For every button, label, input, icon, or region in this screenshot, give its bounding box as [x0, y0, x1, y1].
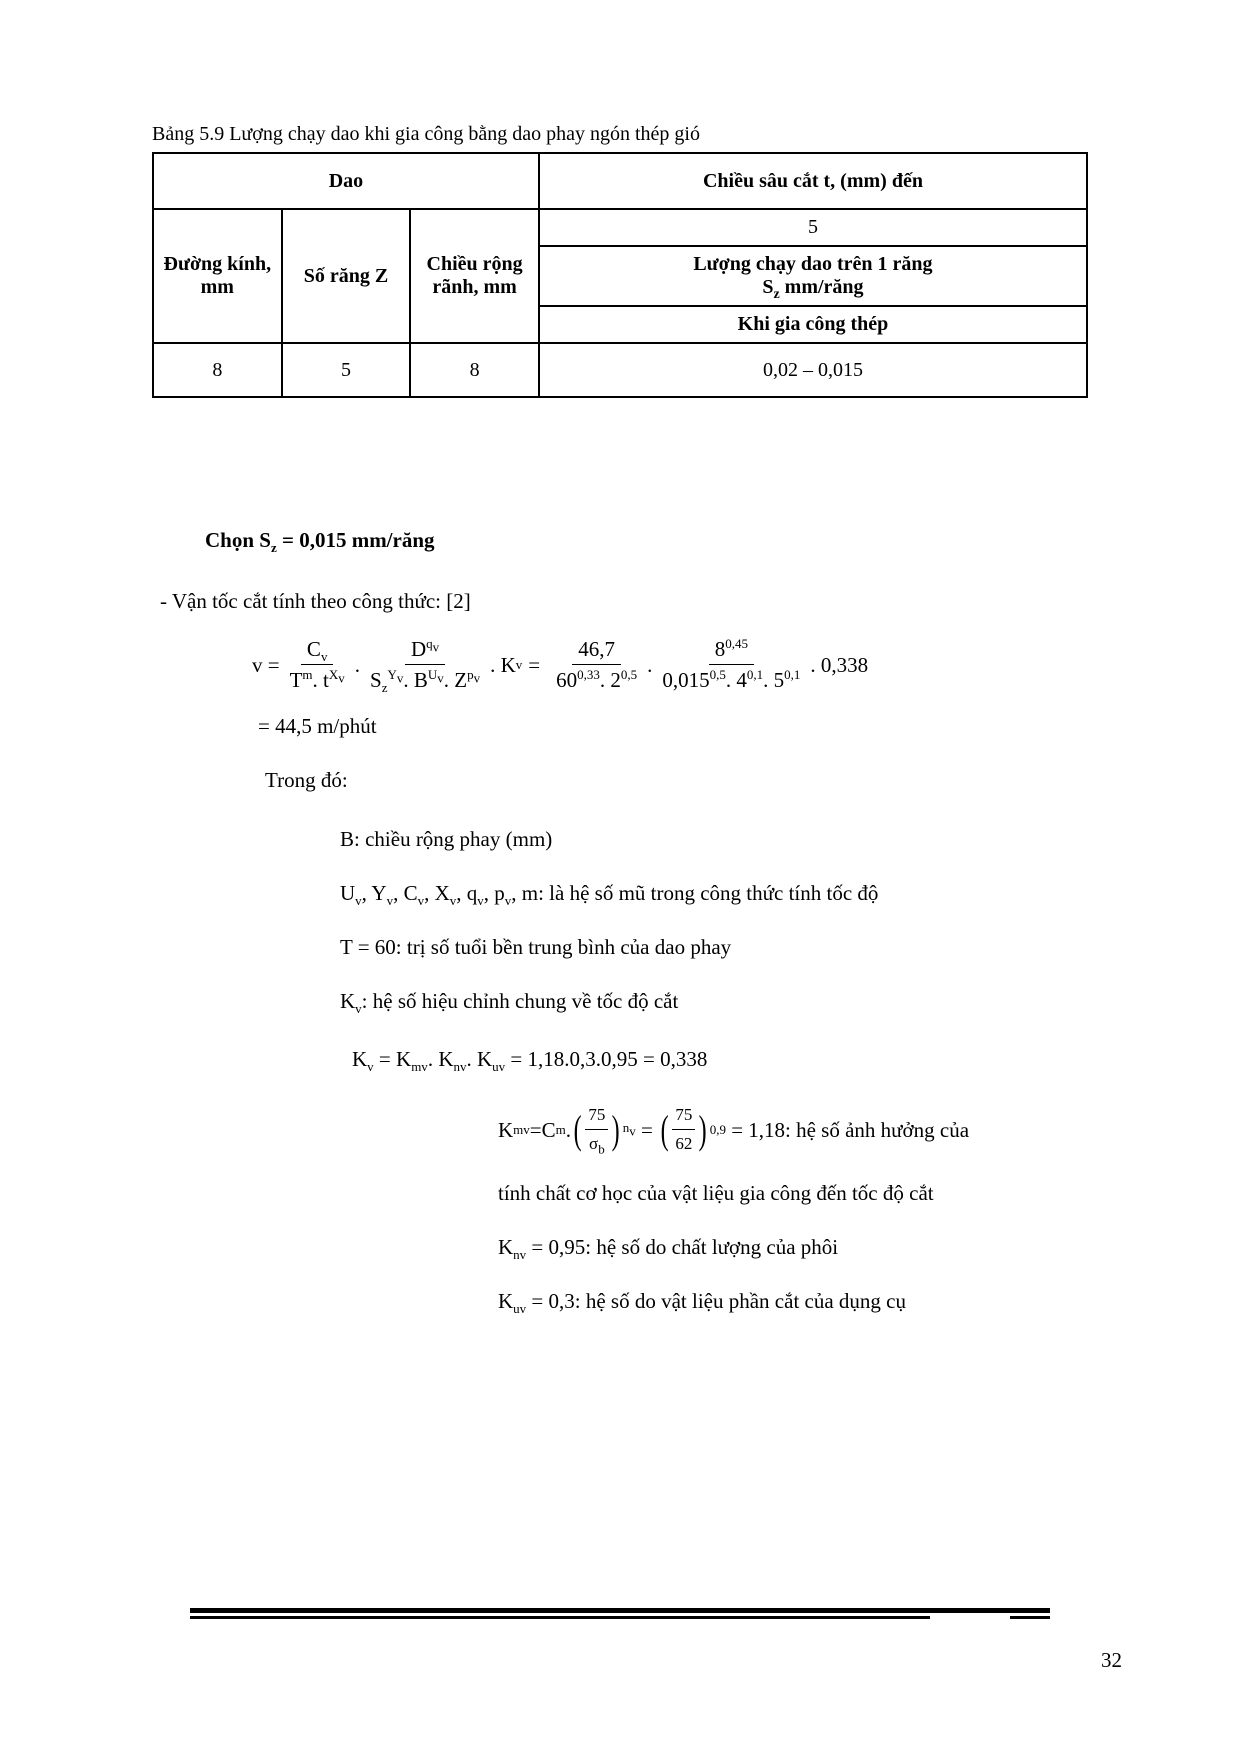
kmv-formula: K mv = C m . ( $\frac{75}{\sigma_b}$ ) $n_v$ = ( $\frac{75}{62}$ ) 0,9 = 1,18: hệ số ảnh hưởng của: [498, 1102, 969, 1157]
chosen-feed-line: Chọn $S_z = 0,015$ mm/răng: [205, 528, 435, 556]
page-number: 32: [1101, 1648, 1122, 1672]
footer-rule-thick: [190, 1608, 1050, 1613]
cell-width-value: 8: [410, 343, 539, 397]
col-groove-width: Chiều rộng rãnh, mm: [410, 209, 539, 343]
feed-per-tooth-header: Lượng chạy dao trên 1 răng $S_z$ mm/răng: [539, 246, 1087, 306]
footer-divider: [190, 1608, 1050, 1622]
kv-calculation: $K_v = K_{mv}$. $K_{nv}$. $K_{uv} = 1,18.0,3.0,95 = 0,338$: [352, 1047, 708, 1075]
depth-value: 5: [539, 209, 1087, 246]
table-row: [153, 153, 1087, 209]
speed-formula: v = $\frac{C_v}{T^m. t^{X_v}}$ . $\frac{D^{q_v}}{S_z^{Y_v}. B^{U_v}. Z^{p_v}}$ . K v = $\frac{46,7}{60^{0,33}. 2^{0,5}}$ . $\frac{8^{0,45}}{0,015^{0,5}. 4^{0,1}. 5^{0,1}}$ . 0,338: [252, 636, 869, 696]
table-row: [153, 209, 1087, 246]
cell-feed-value: 0,02 – 0,015: [539, 343, 1087, 397]
speed-result: = 44,5 m/phút: [258, 714, 377, 738]
col-teeth: Số răng Z: [282, 209, 411, 343]
footer-rule-gap: [930, 1614, 1010, 1620]
formula-fraction-d: $\frac{D^{q_v}}{S_z^{Y_v}. B^{U_v}. Z^{p_v}}$: [370, 636, 481, 696]
def-b: B: chiều rộng phay (mm): [340, 827, 553, 851]
footer-rule-thin: [190, 1616, 1050, 1619]
header-dao: Dao: [153, 153, 539, 209]
where-label: Trong đó:: [265, 768, 348, 792]
def-coefficients: $U_v$, $Y_v$, $C_v$, $X_v$, $q_v$, $p_v$, m: là hệ số mũ trong công thức tính tốc độ: [340, 881, 879, 909]
formula-fraction-8: $\frac{8^{0,45}}{0,015^{0,5}. 4^{0,1}. 5^{0,1}}$: [662, 636, 801, 692]
def-kv: $K_v$: hệ số hiệu chỉnh chung về tốc độ cắt: [340, 989, 679, 1017]
table-caption: Bảng 5.9 Lượng chạy dao khi gia công bằng dao phay ngón thép gió: [152, 123, 700, 145]
table-row: [153, 343, 1087, 397]
kmv-continuation: tính chất cơ học của vật liệu gia công đến tốc độ cắt: [498, 1181, 934, 1205]
def-knv: $K_{nv} = 0,95$: hệ số do chất lượng của phôi: [498, 1235, 839, 1263]
feed-rate-table: [152, 152, 1088, 398]
header-depth: Chiều sâu cắt t, (mm) đến: [539, 153, 1087, 209]
cutting-speed-line: - Vận tốc cắt tính theo công thức: [2]: [160, 589, 471, 613]
cell-diameter-value: 8: [153, 343, 282, 397]
def-t: T = 60: trị số tuổi bền trung bình của dao phay: [340, 935, 732, 959]
def-kuv: $K_{uv} = 0,3$: hệ số do vật liệu phần cắt của dụng cụ: [498, 1289, 906, 1317]
formula-fraction-467: $\frac{46,7}{60^{0,33}. 2^{0,5}}$: [556, 637, 638, 692]
cell-teeth-value: 5: [282, 343, 411, 397]
formula-fraction-cv: $\frac{C_v}{T^m. t^{X_v}}$: [289, 637, 345, 692]
col-diameter: Đường kính, mm: [153, 209, 282, 343]
steel-machining-label: Khi gia công thép: [539, 306, 1087, 343]
